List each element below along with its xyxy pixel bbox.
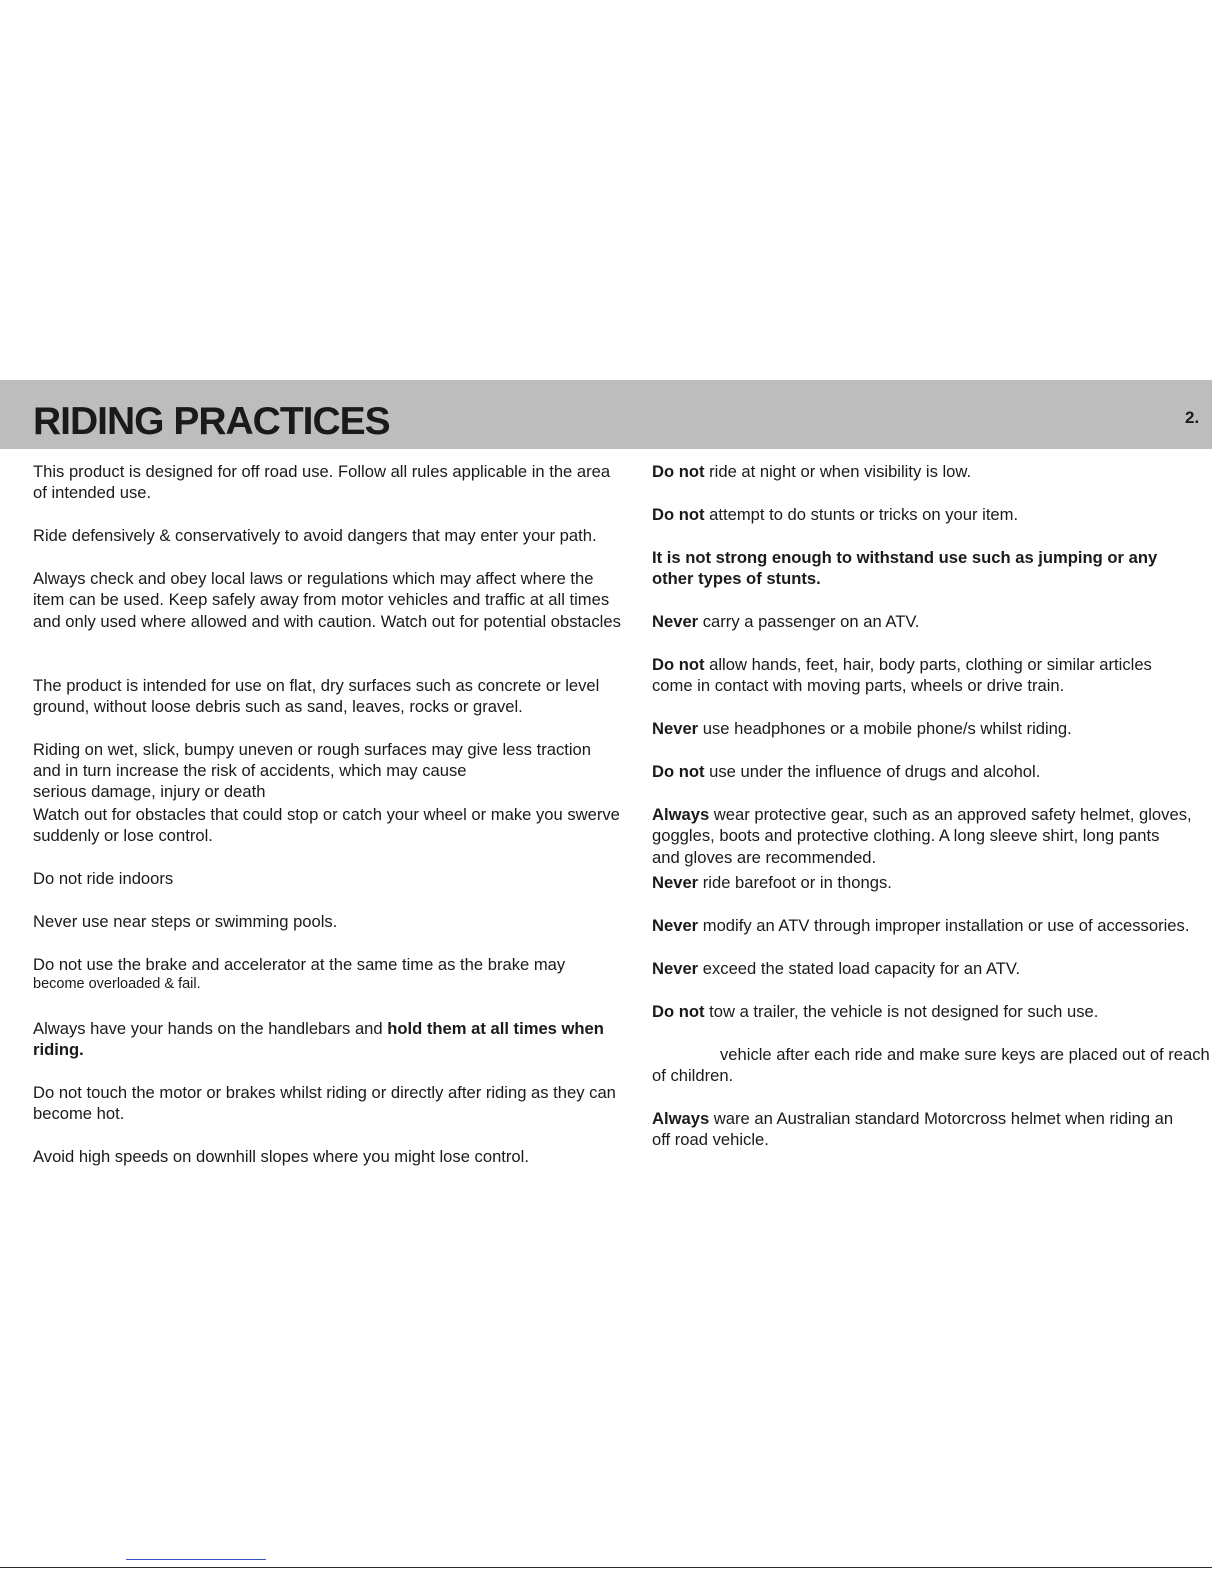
rule-text: allow hands, feet, hair, body parts, clothing or similar articles (704, 655, 1152, 674)
page-number: 2. (1185, 408, 1200, 427)
wet-surfaces-continued: serious damage, injury or death (33, 782, 266, 801)
passenger-rule (652, 611, 1222, 632)
rule-lead: Never (652, 916, 699, 935)
rule-lead: Do not (652, 1002, 705, 1021)
rule-lead: Never (652, 959, 699, 978)
helmet-rule-continued: off road vehicle. (652, 1130, 769, 1149)
rule-text: ware an Australian standard Motorcross helmet when riding an (709, 1109, 1174, 1128)
drugs-alcohol-rule (652, 761, 1222, 782)
brake-accelerator-continued: become overloaded & fail. (33, 976, 201, 992)
load-capacity-rule (652, 958, 1222, 979)
rule-lead: Never (652, 873, 699, 892)
ride-defensively-paragraph: Ride defensively & conservatively to avoid dangers that may enter your path. (33, 526, 597, 545)
rule-text: tow a trailer, the vehicle is not designed for such use. (704, 1002, 1099, 1021)
stunts-rule (652, 504, 1222, 525)
footer-rule (0, 1567, 1212, 1568)
hands-handlebars-text: Always have your hands on the handlebars and (33, 1019, 388, 1038)
keys-rule-continued: of children. (652, 1066, 734, 1085)
protective-gear-rule-line-3: and gloves are recommended. (652, 848, 877, 867)
helmet-rule (652, 1108, 1222, 1129)
local-laws-paragraph: Always check and obey local laws or regulations which may affect where the item can be used. Keep safely away from motor vehicles and traffic at all times and only used where allowed and with caution. Watch out for potential obstacles (33, 569, 621, 631)
rule-lead: Never (652, 612, 699, 631)
brake-accelerator-paragraph: Do not use the brake and accelerator at the same time as the brake may (33, 955, 566, 974)
wet-surfaces-paragraph (33, 739, 623, 782)
steps-pools-paragraph: Never use near steps or swimming pools. (33, 912, 338, 931)
rule-lead: Do not (652, 462, 705, 481)
night-riding-rule (652, 461, 1222, 482)
intended-surfaces-paragraph: The product is intended for use on flat, dry surfaces such as concrete or level ground, without loose debris such as sand, leaves, rocks or gravel. (33, 676, 600, 717)
headphones-rule (652, 718, 1222, 739)
downhill-speed-paragraph: Avoid high speeds on downhill slopes where you might lose control. (33, 1147, 529, 1166)
wet-surfaces-text: Riding on wet, slick, bumpy uneven or rough surfaces may give less traction and in turn increase the risk of accidents, which may cause (33, 740, 591, 781)
rule-lead: Do not (652, 505, 705, 524)
page-title: RIDING PRACTICES (33, 400, 390, 443)
strength-warning-line-1: It is not strong enough to withstand use such as jumping or any (652, 548, 1158, 567)
intended-use-paragraph: This product is designed for off road use. Follow all rules applicable in the area of intended use. (33, 462, 611, 503)
moving-parts-rule (652, 654, 1222, 675)
rule-text: attempt to do stunts or tricks on your item. (704, 505, 1019, 524)
rule-text: wear protective gear, such as an approved safety helmet, gloves, (709, 805, 1192, 824)
barefoot-rule (652, 872, 1222, 893)
protective-gear-rule-line-2: goggles, boots and protective clothing. A long sleeve shirt, long pants (652, 826, 1160, 845)
rule-text: modify an ATV through improper installation or use of accessories. (698, 916, 1190, 935)
hands-handlebars-emphasis: hold them at all times when riding. (33, 1019, 604, 1060)
rule-text: vehicle after each ride and make sure keys are placed out of reach (720, 1045, 1210, 1064)
rule-lead: Always (652, 1109, 710, 1128)
footer-link-underline (126, 1559, 266, 1560)
rule-lead: Do not (652, 655, 705, 674)
protective-gear-rule (652, 804, 1222, 825)
rule-lead: Never (652, 719, 699, 738)
hands-handlebars-paragraph (33, 1018, 623, 1061)
rule-text: ride at night or when visibility is low. (704, 462, 972, 481)
rule-text: carry a passenger on an ATV. (698, 612, 920, 631)
modify-rule (652, 915, 1222, 936)
rule-lead: Always (652, 805, 710, 824)
rule-text: use headphones or a mobile phone/s whilst riding. (698, 719, 1072, 738)
no-indoors-paragraph: Do not ride indoors (33, 869, 174, 888)
strength-warning-line-2: other types of stunts. (652, 569, 821, 588)
hot-parts-paragraph: Do not touch the motor or brakes whilst riding or directly after riding as they can become hot. (33, 1083, 616, 1124)
keys-rule (652, 1044, 1222, 1065)
rule-text: use under the influence of drugs and alcohol. (704, 762, 1041, 781)
rule-text: ride barefoot or in thongs. (698, 873, 892, 892)
moving-parts-rule-continued: come in contact with moving parts, wheels or drive train. (652, 676, 1065, 695)
obstacles-paragraph: Watch out for obstacles that could stop or catch your wheel or make you swerve suddenly or lose control. (33, 805, 620, 846)
trailer-rule (652, 1001, 1222, 1022)
rule-lead: Do not (652, 762, 705, 781)
rule-text: exceed the stated load capacity for an ATV. (698, 959, 1021, 978)
